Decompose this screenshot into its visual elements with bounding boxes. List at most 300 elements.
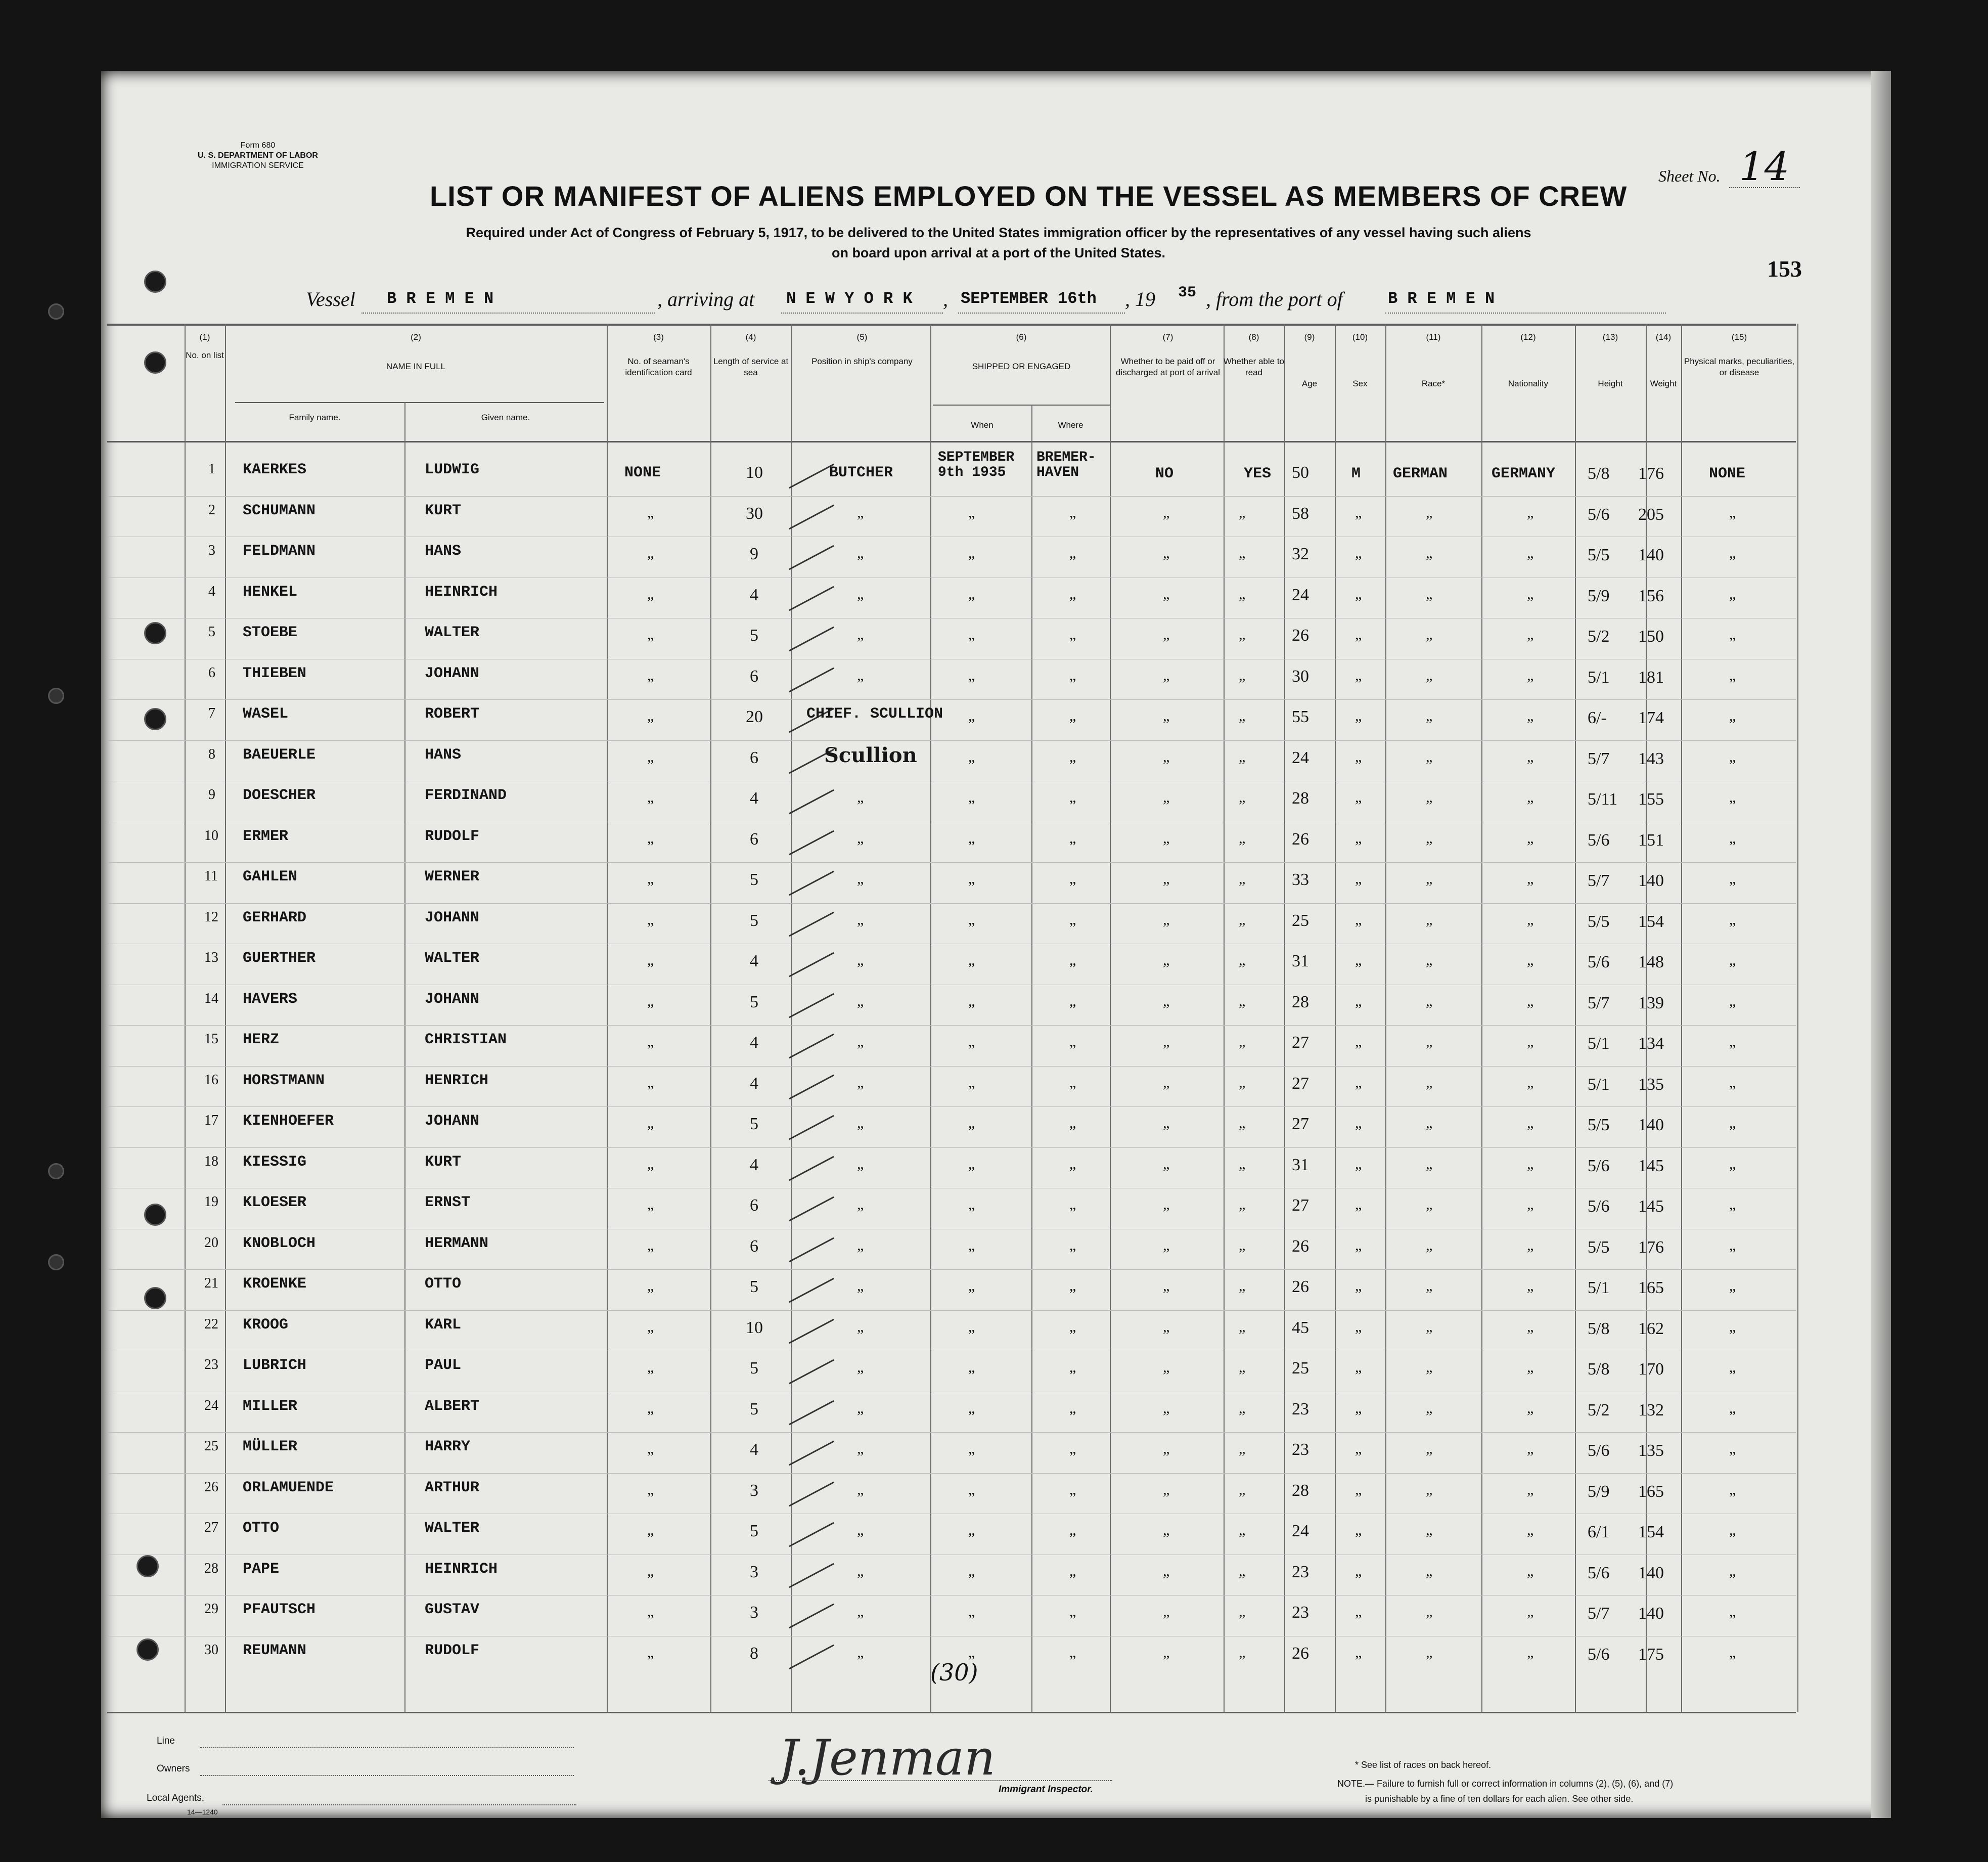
id-card-ditto: „	[647, 707, 654, 724]
service-length: 5	[750, 911, 758, 930]
service-length: 6	[750, 1196, 758, 1215]
sex-ditto: „	[1355, 1074, 1362, 1091]
race-ditto: „	[1426, 1196, 1433, 1213]
row-number: 8	[208, 746, 215, 762]
when-ditto: „	[968, 1522, 975, 1538]
when-ditto: „	[968, 992, 975, 1009]
paid-off-ditto: „	[1163, 1522, 1170, 1538]
service-length: 10	[746, 1318, 763, 1337]
age: 45	[1292, 1318, 1309, 1337]
weight: 156	[1638, 586, 1664, 605]
family-name: THIEBEN	[243, 664, 307, 682]
race-ditto: „	[1426, 789, 1433, 806]
paid-off-ditto: „	[1163, 992, 1170, 1009]
col-rule	[1481, 324, 1482, 1712]
marks-ditto: „	[1729, 1522, 1736, 1538]
family-name: ORLAMUENDE	[243, 1479, 334, 1496]
shipped-where: BREMER- HAVEN	[1036, 450, 1096, 480]
age: 31	[1292, 952, 1309, 970]
sex-ditto: „	[1355, 1236, 1362, 1254]
weight: 151	[1638, 830, 1664, 850]
age: 28	[1292, 789, 1309, 808]
height: 5/1	[1588, 1034, 1610, 1053]
when-ditto: „	[968, 748, 975, 765]
nationality-ditto: „	[1527, 870, 1534, 887]
service-length: 20	[746, 707, 763, 726]
nationality-ditto: „	[1527, 1074, 1534, 1091]
given-name: FERDINAND	[425, 787, 507, 804]
nationality-ditto: „	[1527, 1603, 1534, 1620]
height: 5/6	[1588, 1563, 1610, 1582]
age: 27	[1292, 1196, 1309, 1215]
col-header-sex: (10) Sex	[1352, 332, 1368, 388]
form-number: Form 680 U. S. DEPARTMENT OF LABOR IMMIGRATION SERVICE	[198, 141, 318, 170]
given-name: OTTO	[425, 1275, 462, 1293]
col-rule	[1797, 324, 1798, 1712]
height: 5/6	[1588, 505, 1610, 524]
sex-ditto: „	[1355, 1562, 1362, 1579]
sex-ditto: „	[1355, 870, 1362, 887]
read-ditto: „	[1239, 789, 1246, 806]
weight: 140	[1638, 1563, 1664, 1582]
height: 5/5	[1588, 1116, 1610, 1134]
paid-off-ditto: „	[1163, 585, 1170, 602]
given-name: HERMANN	[425, 1234, 489, 1252]
service-length: 3	[750, 1481, 758, 1500]
given-name: RUDOLF	[425, 827, 480, 845]
family-name: GUERTHER	[243, 950, 316, 967]
given-name: WERNER	[425, 868, 480, 885]
sex-ditto: „	[1355, 1033, 1362, 1050]
height: 5/5	[1588, 546, 1610, 564]
weight: 139	[1638, 993, 1664, 1012]
sex-ditto: „	[1355, 504, 1362, 521]
row-number: 5	[208, 624, 215, 640]
family-name: KNOBLOCH	[243, 1234, 316, 1252]
where-ditto: „	[1069, 870, 1076, 887]
position-ditto: „	[857, 545, 864, 561]
family-name: DOESCHER	[243, 787, 316, 804]
read-ditto: „	[1239, 1522, 1246, 1538]
weight: 140	[1638, 871, 1664, 890]
service-length: 4	[750, 952, 758, 970]
from-underline	[1385, 313, 1666, 314]
height: 5/8	[1588, 1319, 1610, 1338]
paid-off-ditto: „	[1163, 1155, 1170, 1172]
id-card-ditto: „	[647, 1440, 654, 1457]
nationality-ditto: „	[1527, 1522, 1534, 1538]
sheet-number: 14	[1739, 144, 1790, 190]
race-ditto: „	[1426, 870, 1433, 887]
row-number: 10	[204, 827, 218, 844]
id-card-ditto: „	[647, 1033, 654, 1050]
read-ditto: „	[1239, 1196, 1246, 1213]
age: 27	[1292, 1033, 1309, 1052]
age: 26	[1292, 626, 1309, 645]
when-ditto: „	[968, 1603, 975, 1620]
marks-ditto: „	[1729, 1277, 1736, 1294]
id-card-ditto: „	[647, 1644, 654, 1661]
paid-off-ditto: „	[1163, 1033, 1170, 1050]
height: 6/1	[1588, 1523, 1610, 1541]
row-divider	[107, 862, 1796, 863]
race-ditto: „	[1426, 911, 1433, 928]
when-ditto: „	[968, 1033, 975, 1050]
paid-off-ditto: „	[1163, 870, 1170, 887]
marks-ditto: „	[1729, 1644, 1736, 1661]
marks-ditto: „	[1729, 585, 1736, 602]
nationality-ditto: „	[1527, 1399, 1534, 1416]
row-number: 28	[204, 1560, 218, 1576]
row-number: 14	[204, 990, 218, 1006]
table-top-border	[107, 324, 1796, 326]
age: 27	[1292, 1115, 1309, 1133]
id-card-ditto: „	[647, 1603, 654, 1620]
marks-ditto: „	[1729, 1155, 1736, 1172]
row-number: 6	[208, 664, 215, 681]
row-divider	[107, 496, 1796, 497]
col-rule	[1681, 324, 1682, 1712]
physical-marks: NONE	[1709, 465, 1746, 482]
when-ditto: „	[968, 1318, 975, 1335]
sex-ditto: „	[1355, 1196, 1362, 1213]
given-name: ALBERT	[425, 1397, 480, 1415]
race-ditto: „	[1426, 1481, 1433, 1498]
sex-ditto: „	[1355, 1359, 1362, 1376]
when-ditto: „	[968, 1399, 975, 1416]
agents-underline	[222, 1804, 576, 1805]
read-ditto: „	[1239, 1359, 1246, 1376]
row-number: 18	[204, 1153, 218, 1169]
read-ditto: „	[1239, 1603, 1246, 1620]
race-ditto: „	[1426, 626, 1433, 643]
given-name: HEINRICH	[425, 1560, 498, 1578]
id-card-ditto: „	[647, 1196, 654, 1213]
read-ditto: „	[1239, 1277, 1246, 1294]
read-ditto: „	[1239, 829, 1246, 847]
vessel-label: Vessel	[306, 288, 355, 311]
row-number: 24	[204, 1397, 218, 1413]
family-name: OTTO	[243, 1520, 280, 1537]
height: 5/6	[1588, 830, 1610, 850]
height: 5/7	[1588, 1604, 1610, 1623]
read-ditto: „	[1239, 1033, 1246, 1050]
race-ditto: „	[1426, 1033, 1433, 1050]
given-name: CHRISTIAN	[425, 1031, 507, 1048]
sex-ditto: „	[1355, 789, 1362, 806]
paid-off-ditto: „	[1163, 545, 1170, 561]
age: 25	[1292, 1359, 1309, 1378]
age: 26	[1292, 1277, 1309, 1296]
weight: 145	[1638, 1156, 1664, 1175]
line-label: Line	[157, 1736, 175, 1746]
given-name: HANS	[425, 543, 462, 560]
age: 33	[1292, 870, 1309, 889]
paid-off-ditto: „	[1163, 1481, 1170, 1498]
age: 28	[1292, 1481, 1309, 1500]
col-header-no: (1) No. on list	[186, 332, 224, 360]
where-ditto: „	[1069, 1603, 1076, 1620]
binder-hole	[144, 1287, 166, 1309]
col-header-shipped: (6) SHIPPED OR ENGAGED	[972, 332, 1071, 371]
position-ditto: „	[857, 911, 864, 928]
id-card-ditto: „	[647, 1115, 654, 1131]
where-ditto: „	[1069, 1562, 1076, 1579]
arrival-date: SEPTEMBER 16th	[961, 289, 1097, 308]
marks-ditto: „	[1729, 748, 1736, 765]
race-ditto: „	[1426, 1603, 1433, 1620]
row-divider	[107, 1106, 1796, 1107]
vessel-name: B R E M E N	[387, 289, 494, 308]
row-divider	[107, 903, 1796, 904]
col-header-service: (4) Length of service at sea	[713, 332, 789, 377]
marks-ditto: „	[1729, 1562, 1736, 1579]
family-name: ERMER	[243, 827, 289, 845]
row-number: 27	[204, 1520, 218, 1535]
position-ditto: „	[857, 1155, 864, 1172]
weight: 140	[1638, 1116, 1664, 1134]
position-ditto: „	[857, 1236, 864, 1254]
year-suffix: 35	[1178, 284, 1197, 301]
table-bottom-border	[107, 1712, 1796, 1713]
height: 5/7	[1588, 993, 1610, 1012]
col-header-weight: (14) Weight	[1650, 332, 1677, 388]
weight: 175	[1638, 1645, 1664, 1664]
given-name: ERNST	[425, 1194, 471, 1211]
nationality-ditto: „	[1527, 748, 1534, 765]
when-ditto: „	[968, 789, 975, 806]
family-name: PAPE	[243, 1560, 280, 1578]
given-name: LUDWIG	[425, 461, 480, 478]
id-card-ditto: „	[647, 1277, 654, 1294]
marks-ditto: „	[1729, 1115, 1736, 1131]
age: 24	[1292, 585, 1309, 604]
marks-ditto: „	[1729, 1603, 1736, 1620]
row-number: 4	[208, 583, 215, 599]
marks-ditto: „	[1729, 911, 1736, 928]
marks-ditto: „	[1729, 1359, 1736, 1376]
nationality: GERMANY	[1492, 465, 1556, 482]
position: BUTCHER	[829, 464, 893, 481]
col-header-paid-off: (7) Whether to be paid off or discharged at port of arrival	[1116, 332, 1220, 377]
marks-ditto: „	[1729, 626, 1736, 643]
read-ditto: „	[1239, 1562, 1246, 1579]
position-ditto: „	[857, 1399, 864, 1416]
note-races: * See list of races on back hereof.	[1355, 1760, 1492, 1770]
age: 23	[1292, 1562, 1309, 1581]
nationality-ditto: „	[1527, 789, 1534, 806]
weight: 140	[1638, 546, 1664, 564]
service-length: 4	[750, 1155, 758, 1174]
marks-ditto: „	[1729, 952, 1736, 968]
race-ditto: „	[1426, 667, 1433, 684]
when-ditto: „	[968, 911, 975, 928]
row-divider	[107, 1432, 1796, 1433]
col-rule	[1385, 324, 1386, 1712]
family-name: MÜLLER	[243, 1438, 298, 1455]
nationality-ditto: „	[1527, 545, 1534, 561]
when-ditto: „	[968, 626, 975, 643]
given-name: HANS	[425, 746, 462, 764]
nationality-ditto: „	[1527, 829, 1534, 847]
height: 5/6	[1588, 1197, 1610, 1216]
col-rule	[1224, 324, 1225, 1712]
sex-ditto: „	[1355, 1115, 1362, 1131]
binder-hole	[144, 622, 166, 644]
family-name: KROOG	[243, 1316, 289, 1334]
note-line-1: NOTE.— Failure to furnish full or correct information in columns (2), (5), (6), and (7)	[1337, 1779, 1674, 1789]
race-ditto: „	[1426, 952, 1433, 968]
position-ditto: „	[857, 1277, 864, 1294]
family-name: HENKEL	[243, 583, 298, 601]
where-ditto: „	[1069, 1399, 1076, 1416]
sex-ditto: „	[1355, 1155, 1362, 1172]
col-rule	[1575, 324, 1576, 1712]
weight: 174	[1638, 708, 1664, 727]
sheet-label: Sheet No.	[1658, 167, 1721, 185]
read-ditto: „	[1239, 1318, 1246, 1335]
age: 26	[1292, 1644, 1309, 1663]
id-card-ditto: „	[647, 504, 654, 521]
when-ditto: „	[968, 1562, 975, 1579]
read-ditto: „	[1239, 626, 1246, 643]
read-ditto: „	[1239, 1440, 1246, 1457]
read-ditto: „	[1239, 667, 1246, 684]
given-name: GUSTAV	[425, 1601, 480, 1618]
age: 23	[1292, 1399, 1309, 1418]
when-ditto: „	[968, 1481, 975, 1498]
sex-ditto: „	[1355, 1522, 1362, 1538]
where-ditto: „	[1069, 1440, 1076, 1457]
where-ditto: „	[1069, 1155, 1076, 1172]
paid-off-ditto: „	[1163, 1603, 1170, 1620]
height: 5/1	[1588, 1278, 1610, 1297]
read-ditto: „	[1239, 1236, 1246, 1254]
height: 5/8	[1588, 464, 1610, 483]
nationality-ditto: „	[1527, 504, 1534, 521]
weight: 176	[1638, 1237, 1664, 1257]
race-ditto: „	[1426, 1562, 1433, 1579]
race-ditto: „	[1426, 829, 1433, 847]
col-rule	[930, 324, 931, 1712]
col-header-when: When	[971, 420, 993, 430]
when-ditto: „	[968, 667, 975, 684]
family-name: KLOESER	[243, 1194, 307, 1211]
family-name: WASEL	[243, 705, 289, 723]
family-name: HERZ	[243, 1031, 280, 1048]
read-ditto: „	[1239, 1399, 1246, 1416]
row-number: 22	[204, 1316, 218, 1332]
service-length: 6	[750, 1236, 758, 1256]
id-card-ditto: „	[647, 1074, 654, 1091]
paid-off-ditto: „	[1163, 829, 1170, 847]
weight: 150	[1638, 627, 1664, 646]
race-ditto: „	[1426, 1440, 1433, 1457]
age: 23	[1292, 1603, 1309, 1622]
service-length: 4	[750, 789, 758, 808]
weight: 165	[1638, 1482, 1664, 1501]
nationality-ditto: „	[1527, 1318, 1534, 1335]
when-ditto: „	[968, 1115, 975, 1131]
height: 5/2	[1588, 1400, 1610, 1420]
col-header-marks: (15) Physical marks, peculiarities, or disease	[1684, 332, 1795, 377]
weight: 155	[1638, 790, 1664, 809]
paid-off-ditto: „	[1163, 707, 1170, 724]
service-length: 6	[750, 667, 758, 686]
id-card-ditto: „	[647, 992, 654, 1009]
row-divider	[107, 1269, 1796, 1270]
id-card-ditto: „	[647, 585, 654, 602]
position-ditto: „	[857, 1074, 864, 1091]
position: CHIEF. SCULLION	[806, 705, 943, 723]
row-number: 15	[204, 1031, 218, 1047]
position-ditto: „	[857, 870, 864, 887]
sex-ditto: „	[1355, 748, 1362, 765]
row-number: 1	[208, 461, 215, 477]
family-name: MILLER	[243, 1397, 298, 1415]
nationality-ditto: „	[1527, 667, 1534, 684]
paid-off-ditto: „	[1163, 1196, 1170, 1213]
position-ditto: „	[857, 1481, 864, 1498]
read-ditto: „	[1239, 870, 1246, 887]
col-header-age: (9) Age	[1301, 332, 1318, 388]
agents-label: Local Agents.	[147, 1793, 205, 1803]
col-rule	[404, 402, 405, 1712]
where-ditto: „	[1069, 1359, 1076, 1376]
race: GERMAN	[1393, 465, 1448, 482]
read-ditto: „	[1239, 1155, 1246, 1172]
marks-ditto: „	[1729, 1440, 1736, 1457]
nationality-ditto: „	[1527, 1277, 1534, 1294]
read-ditto: „	[1239, 504, 1246, 521]
height: 5/8	[1588, 1360, 1610, 1379]
binder-hole	[144, 708, 166, 730]
nationality-ditto: „	[1527, 707, 1534, 724]
binder-hole	[144, 351, 166, 374]
marks-ditto: „	[1729, 1236, 1736, 1254]
id-card-ditto: „	[647, 1522, 654, 1538]
where-ditto: „	[1069, 952, 1076, 968]
where-ditto: „	[1069, 504, 1076, 521]
age: 26	[1292, 1236, 1309, 1256]
col-rule	[185, 324, 186, 1712]
when-ditto: „	[968, 1644, 975, 1661]
weight: 162	[1638, 1319, 1664, 1338]
row-number: 21	[204, 1275, 218, 1291]
family-name: REUMANN	[243, 1642, 307, 1659]
id-card-ditto: „	[647, 626, 654, 643]
race-ditto: „	[1426, 1115, 1433, 1131]
position-ditto: „	[857, 952, 864, 968]
row-number: 30	[204, 1642, 218, 1658]
family-name: GAHLEN	[243, 868, 298, 885]
when-ditto: „	[968, 1359, 975, 1376]
race-ditto: „	[1426, 585, 1433, 602]
page-edge	[1871, 71, 1891, 1818]
given-name: HENRICH	[425, 1072, 489, 1089]
name-subheader-line	[235, 402, 604, 403]
paid-off: NO	[1155, 465, 1174, 482]
given-name: JOHANN	[425, 909, 480, 926]
paid-off-ditto: „	[1163, 1440, 1170, 1457]
age: 25	[1292, 911, 1309, 930]
where-ditto: „	[1069, 626, 1076, 643]
id-card-ditto: „	[647, 545, 654, 561]
age: 32	[1292, 545, 1309, 563]
binder-hole	[48, 1163, 64, 1179]
row-number: 2	[208, 502, 215, 518]
marks-ditto: „	[1729, 707, 1736, 724]
